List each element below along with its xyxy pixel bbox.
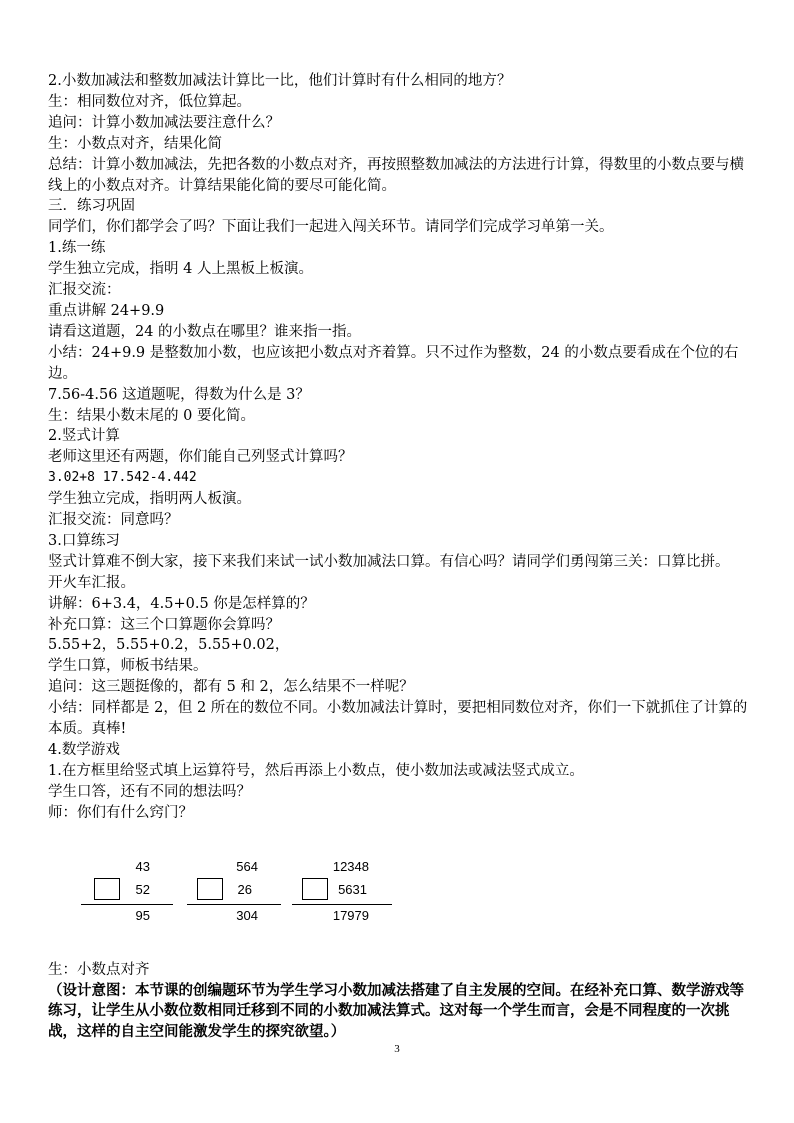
text-line: 2.小数加减法和整数加减法计算比一比，他们计算时有什么相同的地方？ [48,73,512,89]
text-line: 竖式计算难不倒大家，接下来我们来试一试小数加减法口算。有信心吗？请同学们勇闯第三关：口算比拼。 [48,553,730,570]
text-line: 小结：同样都是 2，但 2 所在的数位不同。小数加减法计算时，要把相同数位对齐，你们一下就抓住了计算的本质。真棒! [48,700,748,738]
puzzle-2-top: 564 [236,858,258,874]
text-line: 5.55+2，5.55+0.2，5.55+0.02， [48,637,290,654]
document-body [48,71,753,1043]
text-line: 生：相同数位对齐，低位算起。 [48,93,251,110]
puzzle-3-result: 17979 [332,907,369,923]
text-line: 1.在方框里给竖式填上运算符号，然后再添上小数点，使小数加法或减法竖式成立。 [48,762,584,779]
text-line: 老师这里还有两题，你们能自己列竖式计算吗？ [48,449,353,466]
puzzle-1-result: 95 [135,907,150,923]
text-line: 三．练习巩固 [48,198,135,215]
puzzle-3-bottom: 5631 [338,881,367,897]
puzzle-1-rule [81,904,173,905]
text-line: 补充口算：这三个口算题你会算吗？ [48,616,280,633]
text-line: 汇报交流：同意吗？ [48,512,179,529]
text-line: 7.56-4.56 这道题呢，得数为什么是 3？ [48,386,310,403]
text-line: 生：小数点对齐，结果化简 [48,135,222,152]
text-line: 追问：这三题挺像的，都有 5 和 2，怎么结果不一样呢？ [48,679,414,696]
text-line: 同学们，你们都学会了吗？下面让我们一起进入闯关环节。请同学们完成学习单第一关。 [48,219,614,236]
text-line: 生：结果小数末尾的 0 要化简。 [48,407,255,424]
text-line: 师：你们有什么窍门？ [48,804,193,821]
text-line: 学生独立完成，指明 4 人上黑板上板演。 [48,261,313,278]
text-line: 3.02+8 17.542-4.442 [48,470,197,486]
puzzle-2-bottom: 26 [237,881,252,897]
puzzle-1-top: 43 [135,858,150,874]
text-line: 1.练一练 [48,240,106,257]
text-line: 小结：24+9.9 是整数加小数，也应该把小数点对齐着算。只不过作为整数，24 的小数点要看成在个位的右边。 [48,344,739,382]
puzzle-3-top: 12348 [332,858,369,874]
puzzle-3-rule [292,904,392,905]
puzzle-2-rule [187,904,281,905]
puzzle-1 [48,824,178,960]
puzzle-3 [293,824,453,960]
text-line: 总结：计算小数加减法，先把各数的小数点对齐，再按照整数加减法的方法进行计算，得数里的小数点要与横线上的小数点对齐。计算结果能化简的要尽可能化简。 [48,156,744,194]
text-line: 2.竖式计算 [48,428,120,445]
text-line: 4.数学游戏 [48,742,120,758]
text-line: 学生独立完成，指明两人板演。 [48,491,251,508]
text-line: 开火车汇报。 [48,574,135,591]
text-line: 汇报交流： [48,282,121,299]
text-line: 讲解：6+3.4，4.5+0.5 你是怎样算的？ [48,595,315,612]
puzzle-1-bottom: 52 [135,881,150,897]
puzzle-2-result: 304 [236,907,258,923]
vertical-arithmetic-puzzles [48,824,753,960]
text-line: 追问：计算小数加减法要注意什么？ [48,114,280,131]
answer-line: 生：小数点对齐 [48,961,150,978]
text-line: 重点讲解 24+9.9 [48,302,165,319]
page-number: 3 [394,1043,400,1055]
text-line: 学生口答，还有不同的想法吗？ [48,783,251,800]
text-line: 3.口算练习 [48,532,120,549]
text-line: 学生口算，师板书结果。 [48,658,208,675]
text-line: 请看这道题，24 的小数点在哪里？谁来指一指。 [48,323,362,340]
design-note: （设计意图：本节课的创编题环节为学生学习小数加减法搭建了自主发展的空间。在经补充口算、数学游戏等练习，让学生从小数位数相同迁移到不同的小数加减法算式。这对每一个学生而言，会是不同程度的一次挑战，这样的自主空间能激发学生的探究欲望。） [48,981,744,1041]
lesson-text [48,71,753,824]
